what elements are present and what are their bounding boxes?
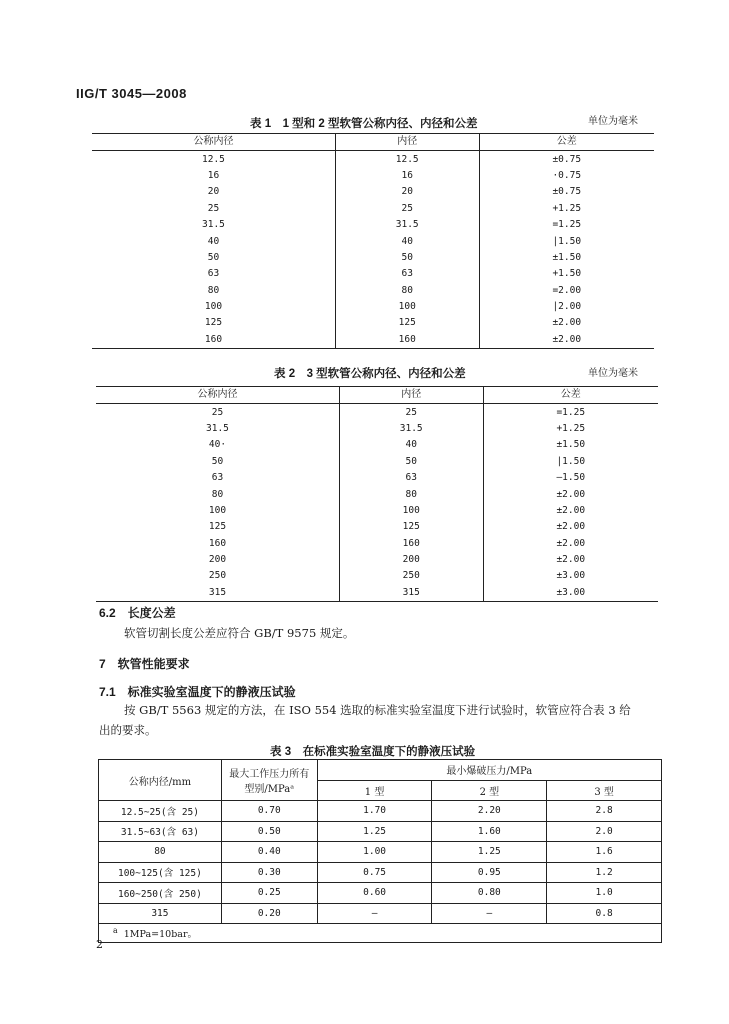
- table3-row: [99, 862, 662, 883]
- table2-cell: ±3.00: [556, 570, 586, 582]
- table2-header-cell: 公差: [483, 387, 658, 404]
- section-7-1-line2: 出的要求。: [99, 723, 157, 737]
- table2-cell: ±2.00: [556, 488, 586, 500]
- table1-cell: 31.5: [335, 217, 479, 233]
- table2-row: [96, 536, 658, 552]
- table3-caption: 表 3 在标准实验室温度下的静液压试验: [270, 746, 476, 758]
- table1-cell: 40: [335, 233, 479, 249]
- table2-cell: 100: [96, 503, 339, 519]
- table3-cell: 0.95: [432, 862, 547, 883]
- table1-cell: 125: [335, 315, 479, 331]
- table1-cell: 63: [335, 266, 479, 282]
- table3-cell: 1.00: [317, 842, 432, 863]
- table3-cell: 0.50: [221, 821, 317, 842]
- table1-cell: 16: [335, 168, 479, 184]
- table3-cell: 2.20: [432, 801, 547, 822]
- table1-row: [92, 233, 654, 249]
- table2-cell: ±2.00: [556, 537, 586, 549]
- table1-row: [92, 266, 654, 282]
- table1-cell: 100: [335, 299, 479, 315]
- table1-cell: ±1.50: [552, 251, 582, 263]
- table1-header-cell: 公差: [479, 134, 654, 151]
- table1-cell: 20: [92, 184, 335, 200]
- table3-cell: 100~125(含 125): [99, 862, 222, 883]
- table3-row: [99, 801, 662, 822]
- section-6-2-text: 软管切割长度公差应符合 GB/T 9575 规定。: [124, 626, 355, 640]
- table1-row: [92, 184, 654, 200]
- section-6-2-title: 6.2 长度公差: [99, 606, 176, 620]
- table2-row: [96, 470, 658, 486]
- table2-row: [96, 437, 658, 453]
- table1-cell: 80: [335, 283, 479, 299]
- table1-header-row: [92, 134, 654, 151]
- table2-cell: ±3.00: [556, 586, 586, 598]
- table2-cell: 31.5: [96, 421, 339, 437]
- table1-row: [92, 201, 654, 217]
- page-number: 2: [96, 938, 103, 951]
- table1-cell: 160: [92, 332, 335, 349]
- table3-header-wp-line2: 型别/MPaᵃ: [244, 784, 295, 795]
- table2-cell: 25: [339, 404, 483, 421]
- table3-cell: 31.5~63(含 63): [99, 821, 222, 842]
- table2-row: [96, 503, 658, 519]
- table1-cell: 50: [335, 250, 479, 266]
- table3-row: [99, 883, 662, 904]
- table1-row: [92, 332, 654, 349]
- table1-cell: +1.25: [552, 202, 582, 214]
- table2-cell: 125: [96, 519, 339, 535]
- table2-row: [96, 421, 658, 437]
- table3-cell: 0.25: [221, 883, 317, 904]
- table3-cell: 0.20: [221, 903, 317, 924]
- table3-cell: 2.8: [547, 801, 662, 822]
- table3-header-wp-line1: 最大工作压力所有: [229, 769, 310, 780]
- table1-cell: 20: [335, 184, 479, 200]
- table2-cell: 40: [339, 437, 483, 453]
- table1-row: [92, 217, 654, 233]
- section-7-1-line1: 按 GB/T 5563 规定的方法，在 ISO 554 选取的标准实验室温度下进行试验时，软管应符合表 3 给: [124, 703, 631, 717]
- table3-cell: 1.60: [432, 821, 547, 842]
- footnote-mark: a: [113, 925, 118, 935]
- table2-row: [96, 486, 658, 502]
- table2-header-cell: 公称内径: [96, 387, 339, 404]
- table3-type-header: 3 型: [547, 780, 662, 801]
- table1-unit: 单位为毫米: [588, 116, 638, 127]
- table1-cell: 125: [92, 315, 335, 331]
- table2-cell: ±2.00: [556, 521, 586, 533]
- table1-cell: 25: [92, 201, 335, 217]
- table3-cell: 1.6: [547, 842, 662, 863]
- table3-cell: 160~250(含 250): [99, 883, 222, 904]
- table1-row: [92, 151, 654, 168]
- table2-cell: 200: [96, 552, 339, 568]
- table1-cell: =1.25: [552, 219, 582, 231]
- table2-cell: ±1.50: [556, 439, 586, 451]
- table1-cell: 100: [92, 299, 335, 315]
- table2-cell: 80: [96, 486, 339, 502]
- table2-cell: ±2.00: [556, 504, 586, 516]
- table1-row: [92, 168, 654, 184]
- table2-cell: 125: [339, 519, 483, 535]
- table2-cell: 315: [339, 585, 483, 602]
- table3-cell: 0.75: [317, 862, 432, 883]
- table3-footnote: 1MPa=10bar。: [123, 929, 198, 941]
- table2-row: [96, 552, 658, 568]
- table1: [92, 133, 654, 349]
- table1-header-cell: 公称内径: [92, 134, 335, 151]
- table1-cell: ±0.75: [552, 153, 582, 165]
- table2-cell: 315: [96, 585, 339, 602]
- table2-cell: 40·: [96, 437, 339, 453]
- table2-cell: 31.5: [339, 421, 483, 437]
- table1-cell: =2.00: [552, 284, 582, 296]
- table2-header-row: [96, 387, 658, 404]
- table3-type-header: 1 型: [317, 780, 432, 801]
- table2-cell: 160: [96, 536, 339, 552]
- table2-cell: 50: [96, 454, 339, 470]
- table3-type-header: 2 型: [432, 780, 547, 801]
- table2-cell: +1.25: [556, 422, 586, 434]
- table1-row: [92, 315, 654, 331]
- table1-header-cell: 内径: [335, 134, 479, 151]
- table1-cell: |2.00: [552, 301, 582, 313]
- table1-cell: ±2.00: [552, 317, 582, 329]
- table3-cell: 1.25: [317, 821, 432, 842]
- table2-row: [96, 568, 658, 584]
- table2-cell: 80: [339, 486, 483, 502]
- table3-row: [99, 842, 662, 863]
- table2-cell: —1.50: [556, 472, 586, 484]
- table1-cell: 80: [92, 283, 335, 299]
- document-code: IIG/T 3045—2008: [76, 86, 187, 101]
- table2-cell: 100: [339, 503, 483, 519]
- table1-cell: 12.5: [335, 151, 479, 168]
- table2-cell: ±2.00: [556, 554, 586, 566]
- table1-cell: ±0.75: [552, 186, 582, 198]
- table3-cell: 0.8: [547, 903, 662, 924]
- table3-cell: 1.70: [317, 801, 432, 822]
- table2-cell: 250: [339, 568, 483, 584]
- table2-cell: 200: [339, 552, 483, 568]
- table1-cell: 25: [335, 201, 479, 217]
- table2-row: [96, 519, 658, 535]
- table1-cell: |1.50: [552, 235, 582, 247]
- table3-cell: 1.2: [547, 862, 662, 883]
- table3-cell: 12.5~25(含 25): [99, 801, 222, 822]
- table3-row: [99, 903, 662, 924]
- table2-header-cell: 内径: [339, 387, 483, 404]
- table3-header-burst: 最小爆破压力/MPa: [317, 760, 661, 781]
- section-7-1-title: 7.1 标准实验室温度下的静液压试验: [99, 685, 296, 699]
- table3-cell: 0.70: [221, 801, 317, 822]
- table3-header-nominal: 公称内径/mm: [99, 760, 222, 801]
- table2-caption: 表 2 3 型软管公称内径、内径和公差: [274, 368, 466, 380]
- table1-cell: 40: [92, 233, 335, 249]
- table2-cell: 63: [96, 470, 339, 486]
- table2-cell: =1.25: [556, 406, 586, 418]
- table1-row: [92, 283, 654, 299]
- table3-cell: —: [317, 903, 432, 924]
- table2-cell: 50: [339, 454, 483, 470]
- table3: [98, 759, 662, 943]
- table3-cell: 1.25: [432, 842, 547, 863]
- table3-cell: 0.60: [317, 883, 432, 904]
- table1-cell: +1.50: [552, 268, 582, 280]
- table1-cell: ±2.00: [552, 333, 582, 345]
- table3-cell: 2.0: [547, 821, 662, 842]
- table2-unit: 单位为毫米: [588, 368, 638, 379]
- table1-cell: 31.5: [92, 217, 335, 233]
- table3-header-working-pressure: [221, 760, 317, 801]
- table2-row: [96, 454, 658, 470]
- table3-cell: 0.80: [432, 883, 547, 904]
- table2-cell: 25: [96, 404, 339, 421]
- table3-cell: 0.30: [221, 862, 317, 883]
- table1-cell: 160: [335, 332, 479, 349]
- table1-caption: 表 1 1 型和 2 型软管公称内径、内径和公差: [250, 118, 478, 130]
- table2-cell: 63: [339, 470, 483, 486]
- table1-cell: 16: [92, 168, 335, 184]
- table1-cell: 50: [92, 250, 335, 266]
- section-7-title: 7 软管性能要求: [99, 657, 190, 671]
- table3-row: [99, 821, 662, 842]
- table1-cell: 12.5: [92, 151, 335, 168]
- table2-cell: 160: [339, 536, 483, 552]
- table3-cell: 1.0: [547, 883, 662, 904]
- table3-cell: 315: [99, 903, 222, 924]
- table2-row: [96, 585, 658, 602]
- table1-cell: 63: [92, 266, 335, 282]
- table2-cell: 250: [96, 568, 339, 584]
- table1-cell: ·0.75: [552, 169, 582, 181]
- table1-row: [92, 250, 654, 266]
- table3-footnote-cell: [99, 924, 662, 943]
- table2-row: [96, 404, 658, 421]
- table1-row: [92, 299, 654, 315]
- table2-cell: |1.50: [556, 455, 586, 467]
- table3-cell: —: [432, 903, 547, 924]
- table3-cell: 0.40: [221, 842, 317, 863]
- table2: [96, 386, 658, 602]
- table3-cell: 80: [99, 842, 222, 863]
